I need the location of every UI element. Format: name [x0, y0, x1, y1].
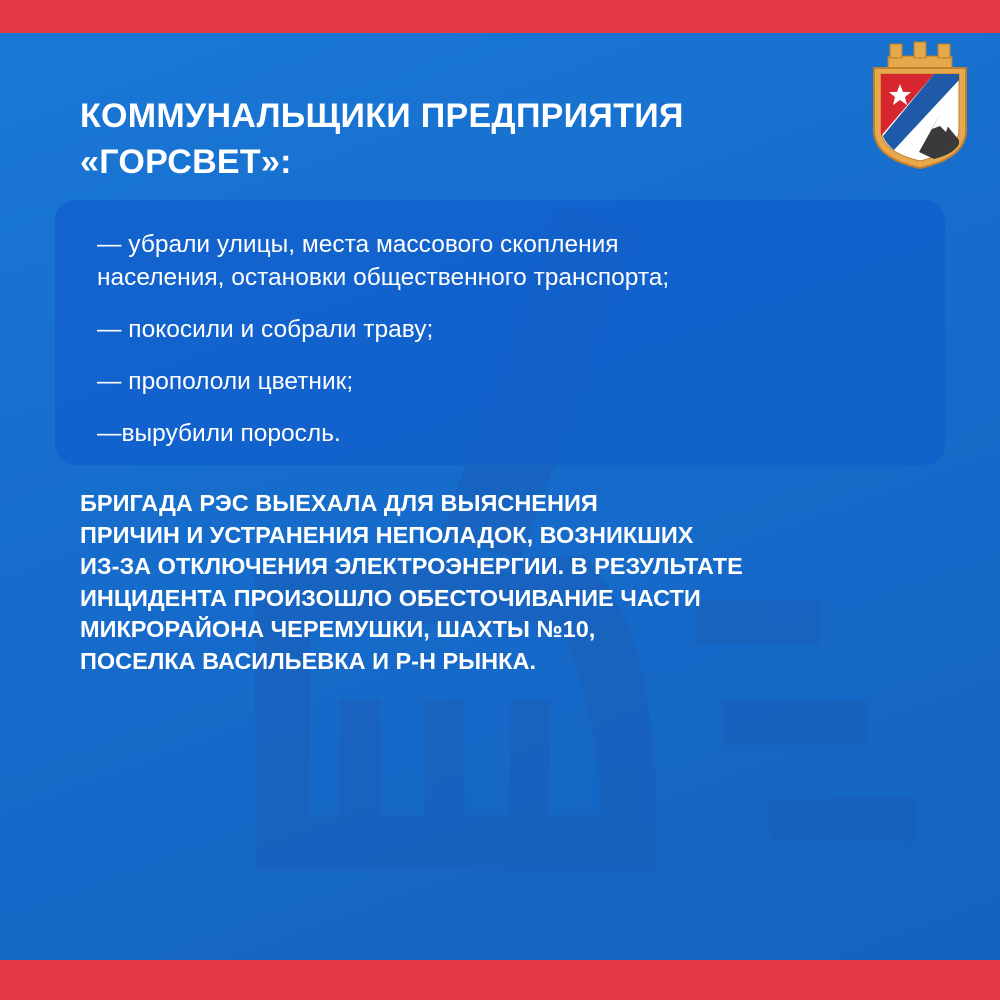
notice-line: ИЗ-ЗА ОТКЛЮЧЕНИЯ ЭЛЕКТРОЭНЕРГИИ. В РЕЗУЛЬТАТЕ	[80, 553, 743, 579]
list-item-text: населения, остановки общественного транспорта;	[97, 264, 670, 291]
list-item-text: — пропололи цветник;	[97, 368, 354, 395]
tasks-list	[97, 228, 897, 469]
city-emblem-icon	[864, 40, 976, 170]
notice-line: МИКРОРАЙОНА ЧЕРЕМУШКИ, ШАХТЫ №10,	[80, 616, 596, 642]
title-line: «ГОРСВЕТ»:	[80, 143, 292, 181]
page-title	[80, 93, 840, 185]
notice-line: ПРИЧИН И УСТРАНЕНИЯ НЕПОЛАДОК, ВОЗНИКШИХ	[80, 521, 694, 548]
list-item-text: — покосили и собрали траву;	[97, 316, 434, 343]
list-item	[97, 313, 897, 346]
top-stripe	[0, 0, 1000, 33]
notice-line: БРИГАДА РЭС ВЫЕХАЛА ДЛЯ ВЫЯСНЕНИЯ	[80, 490, 598, 516]
outage-notice	[80, 488, 940, 677]
bottom-stripe	[0, 960, 1000, 1000]
notice-line: ПОСЕЛКА ВАСИЛЬЕВКА И Р-Н РЫНКА.	[80, 647, 536, 674]
notice-line: ИНЦИДЕНТА ПРОИЗОШЛО ОБЕСТОЧИВАНИЕ ЧАСТИ	[80, 584, 701, 611]
title-line: КОММУНАЛЬЩИКИ ПРЕДПРИЯТИЯ	[80, 97, 684, 135]
list-item	[97, 365, 897, 398]
list-item-text: —вырубили поросль.	[97, 420, 341, 447]
list-item	[97, 228, 897, 294]
list-item	[97, 417, 897, 450]
list-item-text: — убрали улицы, места массового скопления	[97, 231, 619, 258]
